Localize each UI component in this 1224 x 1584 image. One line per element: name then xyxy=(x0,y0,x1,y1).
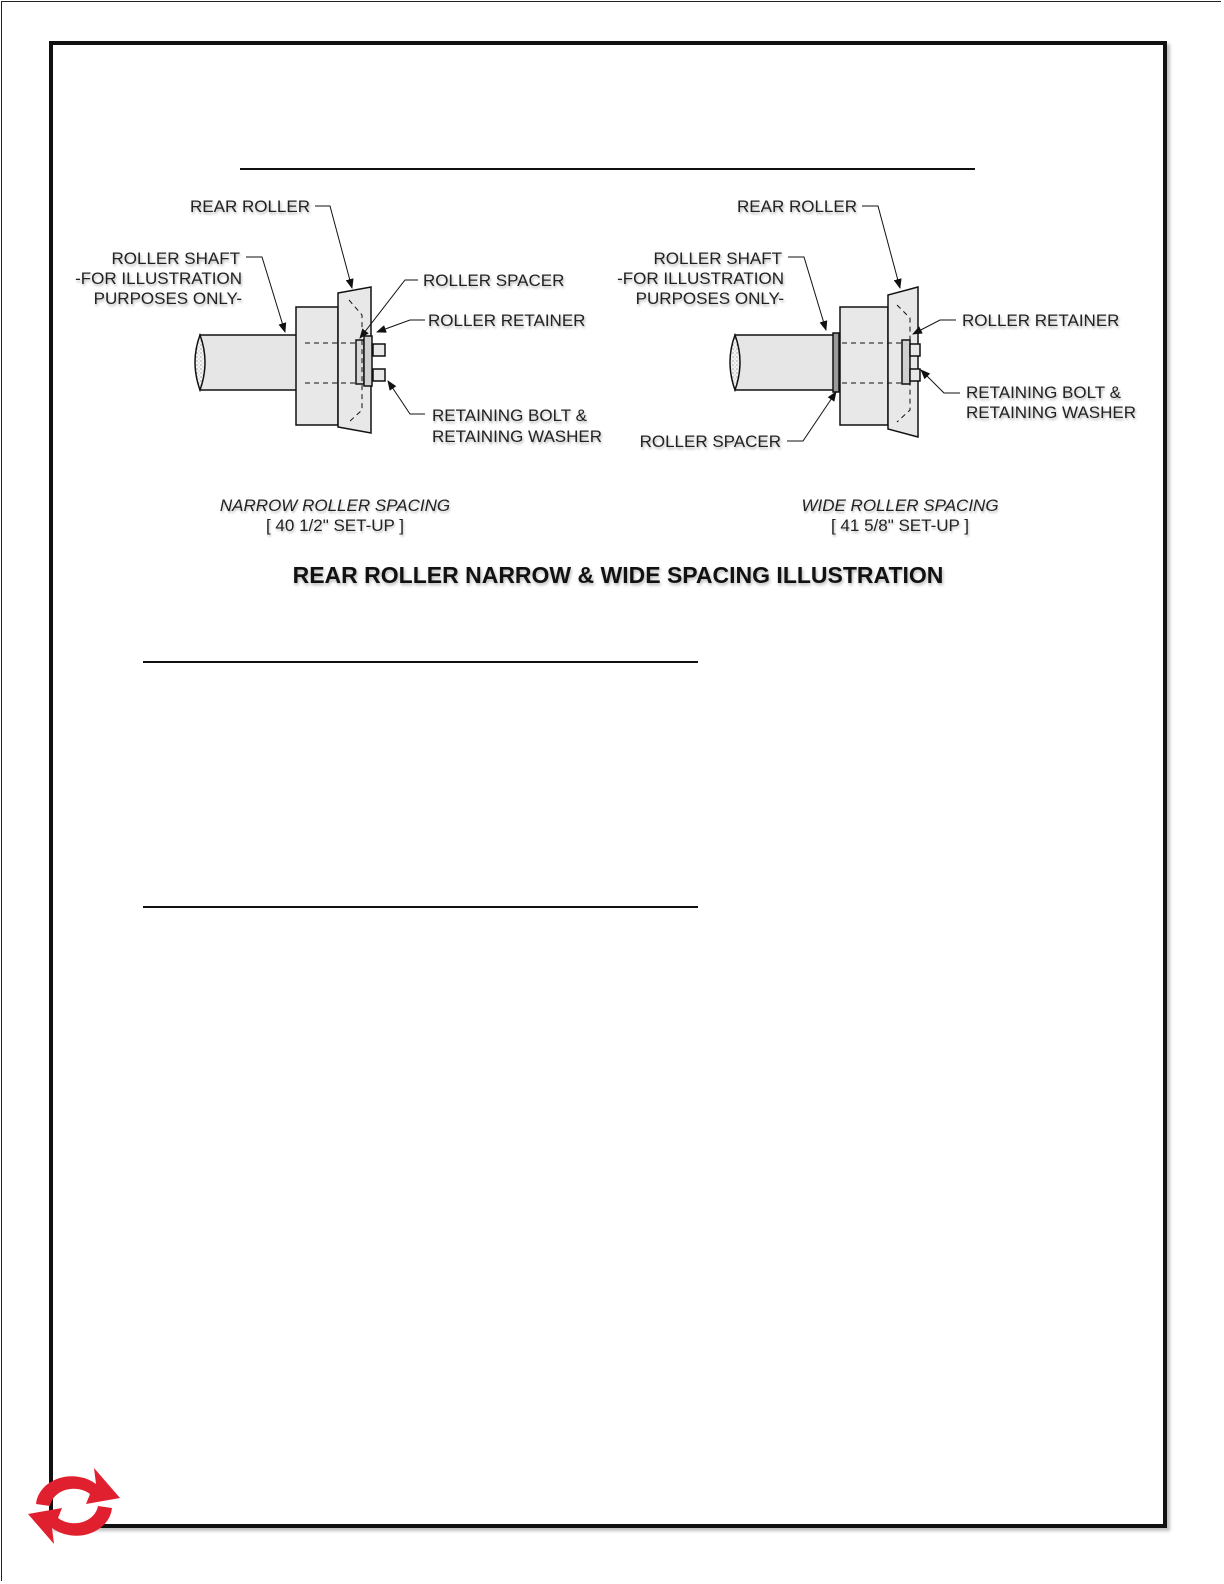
wide-label-roller-retainer: ROLLER RETAINER xyxy=(962,311,1120,330)
narrow-label-roller-shaft: ROLLER SHAFT xyxy=(111,249,240,268)
narrow-label-for-illustration: -FOR ILLUSTRATION xyxy=(75,269,242,288)
wide-spacing-caption xyxy=(750,496,1050,536)
wide-label-retaining-bolt: RETAINING BOLT & xyxy=(966,383,1121,402)
wide-label-roller-spacer: ROLLER SPACER xyxy=(639,432,781,451)
brand-logo-icon xyxy=(26,1464,122,1548)
wide-caption-setup: [ 41 5/8" SET-UP ] xyxy=(830,516,969,535)
wide-assembly-drawing xyxy=(730,287,920,437)
narrow-label-roller-retainer: ROLLER RETAINER xyxy=(428,311,586,330)
narrow-label-roller-spacer: ROLLER SPACER xyxy=(423,271,565,290)
wide-label-rear-roller: REAR ROLLER xyxy=(737,197,857,216)
narrow-label-rear-roller: REAR ROLLER xyxy=(190,197,310,216)
narrow-caption-setup: [ 40 1/2" SET-UP ] xyxy=(265,516,404,535)
narrow-caption-name: NARROW ROLLER SPACING xyxy=(219,496,451,515)
brand-logo-arrows xyxy=(28,1468,120,1544)
narrow-label-retaining-washer: RETAINING WASHER xyxy=(432,427,603,446)
wide-label-purposes-only: PURPOSES ONLY- xyxy=(635,289,784,308)
narrow-label-purposes-only: PURPOSES ONLY- xyxy=(93,289,242,308)
section-rule-1 xyxy=(143,661,698,663)
narrow-label-retaining-bolt: RETAINING BOLT & xyxy=(432,406,587,425)
wide-caption-name: WIDE ROLLER SPACING xyxy=(801,496,999,515)
wide-label-retaining-washer: RETAINING WASHER xyxy=(966,403,1137,422)
figure-title: REAR ROLLER NARROW & WIDE SPACING ILLUSTRATION xyxy=(292,562,944,588)
narrow-assembly-drawing xyxy=(195,287,385,433)
section-rule-2 xyxy=(143,906,698,908)
wide-label-roller-shaft: ROLLER SHAFT xyxy=(653,249,782,268)
wide-label-for-illustration: -FOR ILLUSTRATION xyxy=(617,269,784,288)
narrow-spacing-caption xyxy=(185,496,485,536)
